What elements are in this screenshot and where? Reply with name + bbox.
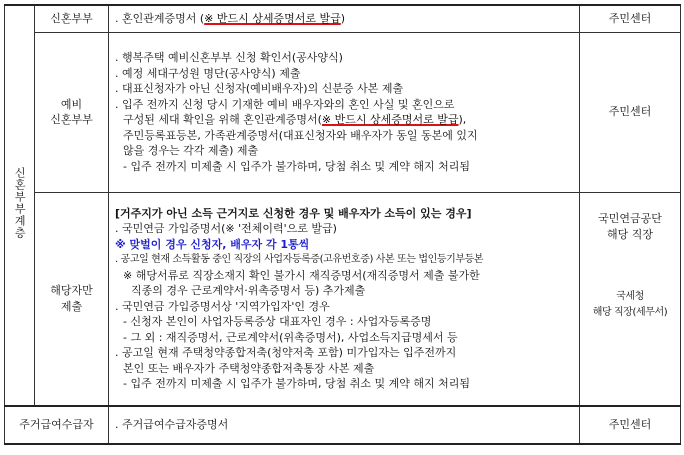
document-line: - 입주 전까지 미제출 시 입주가 불가하며, 당첨 취소 및 계약 해지 처리됨 — [123, 159, 470, 173]
subcategory-label: 주거급여수급자 — [19, 418, 94, 432]
emphasis-note: ※ 반드시 상세증명서로 발급 — [321, 113, 459, 126]
documents-cell — [109, 192, 580, 406]
subcategory-label: 해당자만 — [50, 284, 93, 298]
document-line: - 신청자 본인이 사업자등록증상 대표자인 경우 : 사업자등록증명 — [123, 315, 432, 329]
document-line: . 공고일 현재 소득활동 중인 직장의 사업자등록증(고유번호증) 사본 또는 법인등기부등본 — [115, 254, 484, 266]
table-row — [5, 192, 681, 406]
subcategory-label: 예비 — [60, 97, 83, 111]
subcategory-cell — [35, 5, 109, 32]
document-text: ), — [458, 113, 467, 126]
document-text: 구성된 세대 확인을 위해 혼인관계증명서( — [123, 113, 322, 126]
document-line: . 국민연금 가입증명서상 '지역가입자'인 경우 — [115, 299, 330, 313]
category-cell — [5, 5, 35, 406]
issuer-label: 주민센터 — [608, 418, 652, 432]
category-label: 신혼부부계층 — [13, 167, 27, 240]
document-line: . 예정 세대구성원 명단(공사양식) 제출 — [115, 66, 301, 80]
document-line: . 주거급여수급자증명서 — [115, 418, 229, 432]
document-line: ※ 해당서류로 직장소재지 확인 불가시 재직증명서(재직증명서 제출 불가한 — [123, 268, 480, 282]
document-line: . 대표신청자가 아닌 신청자(예비배우자)의 신분증 사본 제출 — [115, 82, 404, 95]
issuer-label: 국세청 — [616, 290, 644, 302]
issuer-cell — [580, 192, 681, 406]
subcategory-cell — [35, 32, 109, 192]
issuer-cell — [580, 5, 681, 32]
document-line — [115, 11, 575, 27]
subcategory-cell — [5, 406, 109, 444]
issuer-label: 주민센터 — [608, 105, 652, 119]
subcategory-cell — [35, 192, 109, 406]
document-line: . 행복주택 예비신혼부부 신청 확인서(공사양식) — [115, 51, 343, 64]
subcategory-label: 신혼부부 — [50, 113, 93, 126]
issuer-label: 해당 직장(세무서) — [592, 306, 668, 318]
document-line — [115, 112, 575, 128]
table-row — [5, 406, 681, 444]
issuer-cell — [580, 406, 681, 444]
document-line: - 그 외 : 재직증명서, 근로계약서(위촉증명서), 사업소득지급명세서 등 — [123, 330, 458, 344]
issuer-label: 국민연금공단 — [598, 211, 662, 225]
issuer-label: 해당 직장 — [606, 227, 653, 241]
documents-cell — [109, 32, 580, 192]
document-text: . 혼인관계증명서 ( — [115, 12, 205, 25]
document-line: 직종의 경우 근로계약서·위촉증명서 등) 추가제출 — [131, 284, 366, 298]
issuer-group — [580, 289, 680, 321]
documents-cell — [109, 406, 580, 444]
document-line: 본인 또는 배우자가 주택청약종합저축통장 사본 제출 — [123, 361, 375, 375]
document-line: . 국민연금 가입증명서(※ '전체이력'으로 발급) — [115, 222, 337, 236]
subcategory-label: 신혼부부 — [50, 12, 93, 25]
document-line: . 입주 전까지 신청 당시 기재한 예비 배우자와의 혼인 사실 및 혼인으로 — [115, 97, 455, 111]
document-line: 않을 경우는 각각 제출) 제출 — [123, 144, 259, 157]
table-row — [5, 5, 681, 32]
required-documents-table — [4, 4, 681, 445]
issuer-group — [580, 211, 680, 243]
highlight-note: ※ 맞벌이 경우 신청자, 배우자 각 1통씩 — [115, 237, 310, 251]
issuer-label: 주민센터 — [608, 12, 652, 25]
issuer-cell — [580, 32, 681, 192]
document-line: . 공고일 현재 주택청약종합저축(청약저축 포함) 미가입자는 입주전까지 — [115, 346, 457, 360]
document-line: 주민등록표등본, 가족관계증명서(대표신청자와 배우자가 동일 동본에 있지 — [123, 128, 478, 142]
documents-cell — [109, 5, 580, 32]
document-line: - 입주 전까지 미제출 시 입주가 불가하며, 당첨 취소 및 계약 해지 처리됨 — [123, 377, 470, 391]
document-text: ) — [340, 12, 346, 25]
section-heading: [거주지가 아닌 소득 근거지로 신청한 경우 및 배우자가 소득이 있는 경우] — [115, 206, 472, 220]
table-row — [5, 32, 681, 192]
subcategory-label: 제출 — [60, 299, 83, 313]
emphasis-note: ※ 반드시 상세증명서로 발급 — [204, 12, 341, 25]
